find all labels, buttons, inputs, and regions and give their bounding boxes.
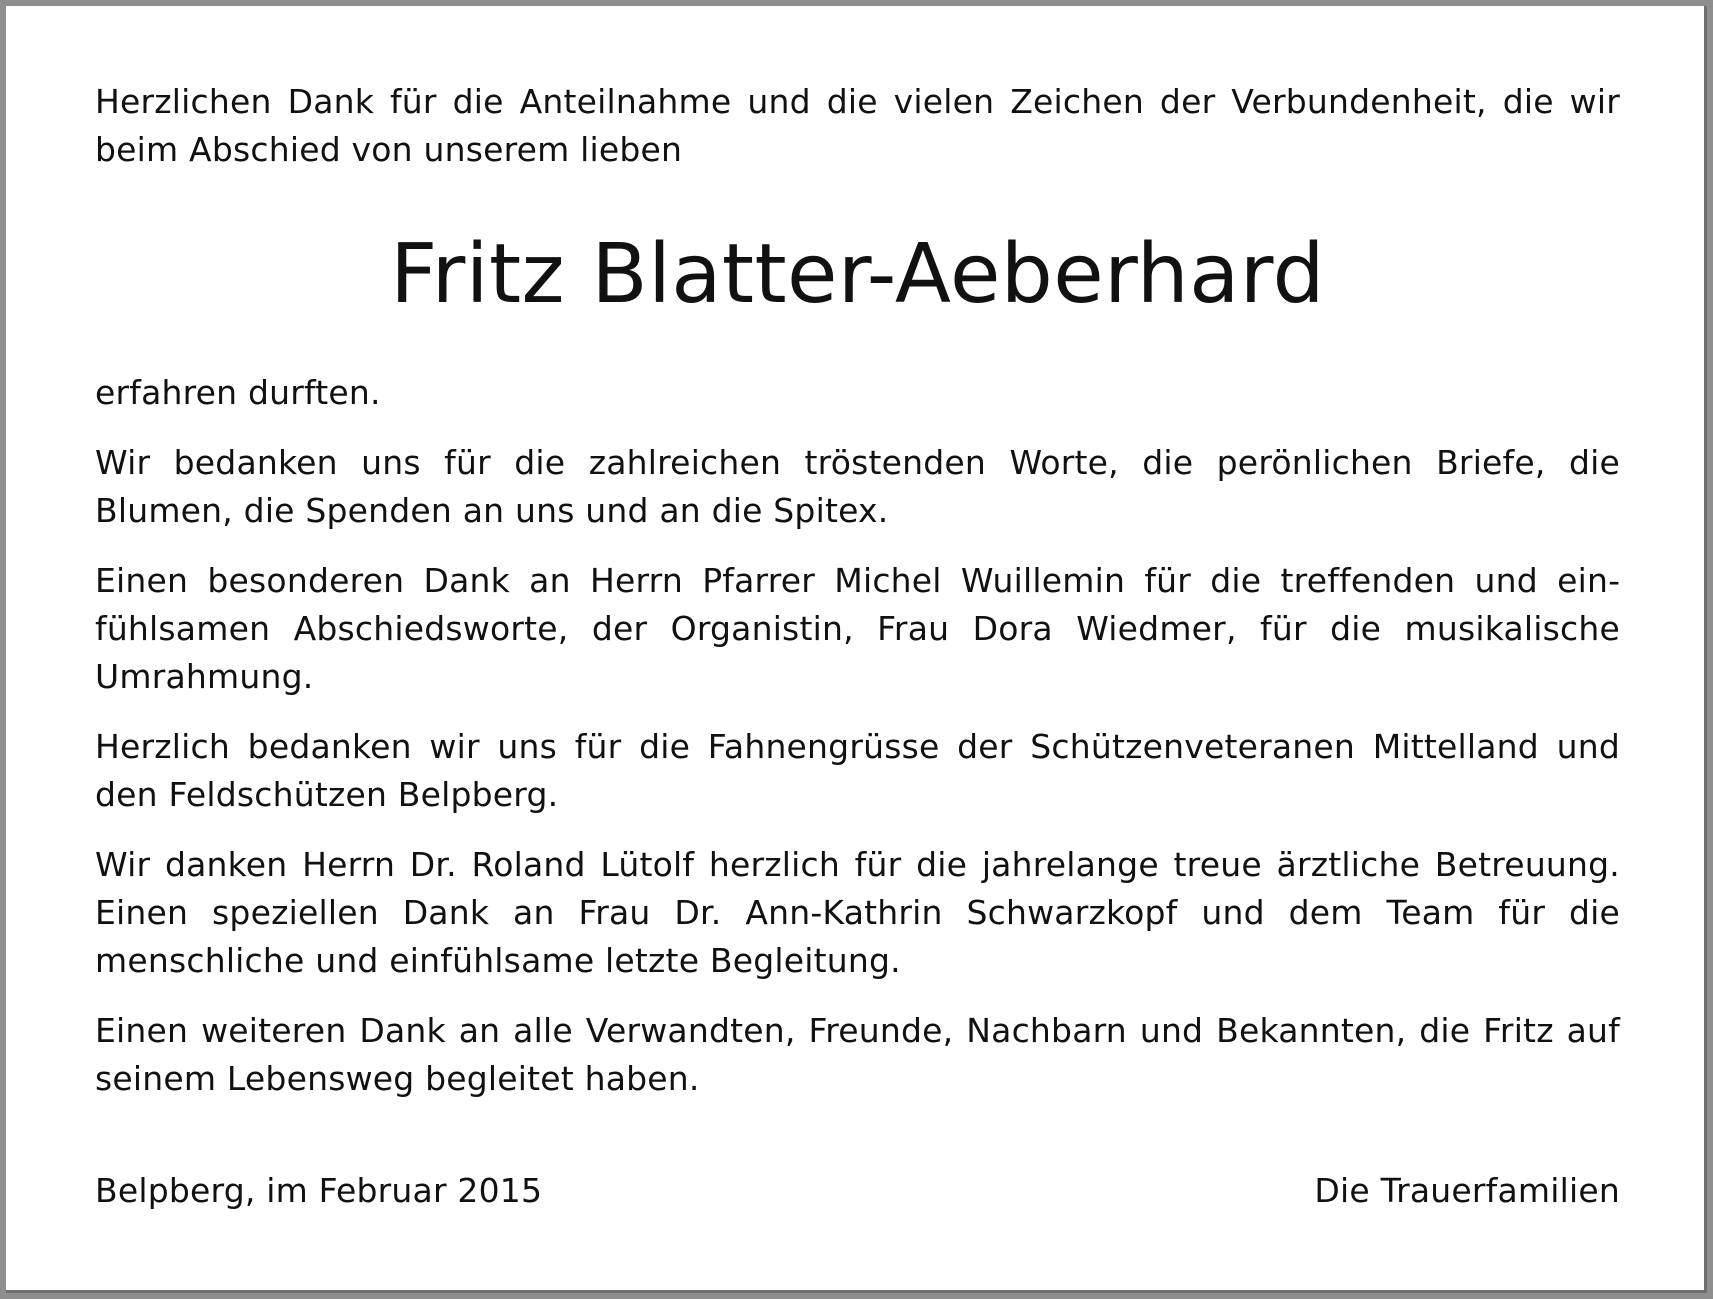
place-date: Belpberg, im Februar 2015	[95, 1171, 543, 1210]
deceased-name: Fritz Blatter-Aeberhard	[390, 227, 1325, 322]
paragraph-4: Wir danken Herrn Dr. Roland Lütolf herzlich für die jahrelange treue ärztliche Betreuung. Einen speziellen Dank an Frau Dr. Ann-Kathrin Schwarzkopf und dem Team für die menschliche und einfühlsame letzte Begleitung.	[95, 845, 1620, 980]
notice-card	[6, 6, 1707, 1293]
paragraph-3: Herzlich bedanken wir uns für die Fahnengrüsse der Schützenveteranen Mittelland und den Feldschützen Belpberg.	[95, 727, 1620, 814]
paragraph-5: Einen weiteren Dank an alle Verwandten, Freunde, Nachbarn und Bekannten, die Fritz auf seinem Lebensweg begleitet haben.	[95, 1011, 1620, 1098]
signature: Die Trauerfamilien	[1314, 1171, 1620, 1210]
after-name-text: erfahren durften.	[95, 373, 381, 412]
notice-footer	[95, 1167, 1620, 1215]
intro-text: Herzlichen Dank für die Anteilnahme und die vielen Zeichen der Verbundenheit, die wir beim Abschied von unserem lieben	[95, 82, 1620, 169]
notice-content	[95, 78, 1620, 1103]
paragraph-2: Einen besonderen Dank an Herrn Pfarrer Michel Wuillemin für die treffenden und einfühlsamen Abschiedsworte, der Organistin, Frau Dora Wiedmer, für die musikalische Umrahmung.	[95, 561, 1620, 696]
paragraph-1: Wir bedanken uns für die zahlreichen tröstenden Worte, die perönlichen Briefe, die Blumen, die Spenden an uns und an die Spitex.	[95, 443, 1620, 530]
